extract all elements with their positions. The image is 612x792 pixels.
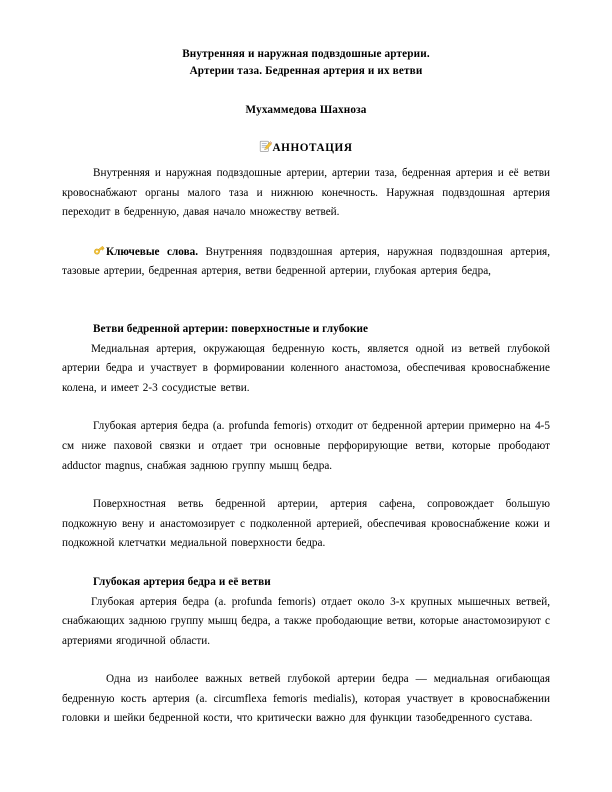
key-icon (93, 244, 106, 257)
title-line-1: Внутренняя и наружная подвздошные артерии. (182, 48, 430, 60)
section-heading-deep-femoral-artery: Глубокая артерия бедра и её ветви (93, 575, 271, 588)
annotation-paragraph: Внутренняя и наружная подвздошные артерии, артерии таза, бедренная артерия и её ветви кровоснабжают органы малого таза и нижнюю конечность. Наружная подвздошная артерия переходит в бедренную, давая начало множеству ветвей. (62, 167, 550, 219)
spacer-before-section-2 (62, 554, 550, 573)
spacer-s2-p1-p2 (62, 651, 550, 670)
annotation-heading-text: АННОТАЦИЯ (272, 142, 353, 154)
memo-pencil-icon (259, 140, 272, 153)
author-name: Мухаммедова Шахноза (245, 104, 367, 116)
spacer-before-section-1 (62, 282, 550, 320)
keywords-label: Ключевые слова. (106, 245, 199, 258)
title-line-2: Артерии таза. Бедренная артерия и их ветви (189, 64, 423, 77)
annotation-heading (62, 140, 550, 156)
keywords-text: Внутренняя подвздошная артерия, наружная подвздошная артерия, тазовые артерии, бедренная артерия, ветви бедренной артерии, глубокая артерия бедра, (62, 245, 550, 278)
section-2-paragraph-2: Одна из наиболее важных ветвей глубокой артерии бедра — медиальная огибающая бедренную кость артерия (a. circumflexa femoris medialis), которая участвует в кровоснабжении головки и шейки бедренной кости, что критически важно для функции тазобедренного сустава. (62, 673, 550, 725)
spacer-s1-p1-p2 (62, 398, 550, 417)
document-title (62, 46, 550, 79)
section-1-paragraph-2: Глубокая артерия бедра (a. profunda femoris) отходит от бедренной артерии примерно на 4-5 см ниже паховой связки и отдает три основные перфорирующие ветви, которые прободают adductor magnus, снабжая заднюю группу мышц бедра. (62, 420, 550, 472)
section-2-paragraph-1: Глубокая артерия бедра (a. profunda femoris) отдает около 3-х крупных мышечных ветвей, снабжающих заднюю группу мышц бедра, а также прободающие ветви, которые анастомозируют с артериями ягодичной области. (62, 595, 550, 647)
spacer-s1-p2-p3 (62, 476, 550, 495)
section-1-paragraph-3: Поверхностная ветвь бедренной артерии, артерия сафена, сопровождает большую подкожную вену и анастомозирует с подколенной артерией, обеспечивая кровоснабжение кожи и подкожной клетчатки медиальной поверхности бедра. (62, 498, 550, 550)
section-heading-branches-of-femoral-artery: Ветви бедренной артерии: поверхностные и глубокие (93, 322, 369, 335)
section-1-paragraph-1: Медиальная артерия, окружающая бедренную кость, является одной из ветвей глубокой артерии бедра и участвует в формировании коленного анастомоза, обеспечивая кровоснабжение колена, и имеет 2-3 сосудистые ветви. (62, 342, 550, 394)
keywords-paragraph (62, 243, 550, 282)
